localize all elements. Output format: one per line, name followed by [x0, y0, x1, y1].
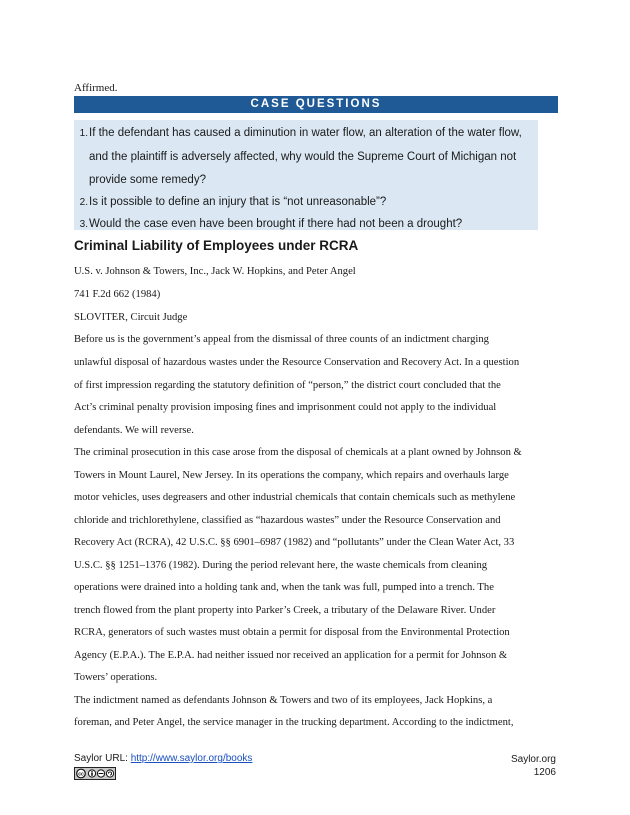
question-text: If the defendant has caused a diminution in water flow, an alteration of the water flow, [89, 127, 522, 139]
body-line: Before us is the government’s appeal from the dismissal of three counts of an indictment charging [74, 334, 489, 345]
section-heading: Criminal Liability of Employees under RCRA [74, 238, 359, 253]
question-number: 3. [79, 219, 88, 230]
body-line: The indictment named as defendants Johnson & Towers and two of its employees, Jack Hopkins, a [74, 695, 493, 706]
case-name: U.S. v. Johnson & Towers, Inc., Jack W. Hopkins, and Peter Angel [74, 266, 356, 277]
body-line: Act’s criminal penalty provision imposing fines and imprisonment could not apply to the individual [74, 402, 497, 413]
cc-license-graphic [75, 768, 115, 779]
case-citation: 741 F.2d 662 (1984) [74, 289, 161, 300]
footer-site: Saylor.org [510, 754, 556, 765]
body-line: of first impression regarding the statutory definition of “person,” the district court concluded that the [74, 380, 501, 391]
body-line: motor vehicles, uses degreasers and other industrial chemicals that contain chemicals such as methylene [74, 492, 516, 503]
affirmed-text: Affirmed. [74, 82, 118, 94]
question-number: 1. [79, 128, 88, 139]
case-questions-banner: CASE QUESTIONS [74, 96, 558, 113]
svg-text:cc: cc [78, 771, 84, 778]
question-text: Is it possible to define an injury that is “not unreasonable”? [89, 196, 387, 208]
body-line: unlawful disposal of hazardous wastes under the Resource Conservation and Recovery Act. In a question [74, 357, 520, 368]
body-line: Towers in Mount Laurel, New Jersey. In its operations the company, which repairs and overhauls large [74, 470, 509, 481]
body-line: Towers’ operations. [74, 672, 158, 683]
footer-source-label: Saylor URL: [74, 753, 131, 764]
body-line: defendants. We will reverse. [74, 425, 194, 436]
body-line: Recovery Act (RCRA), 42 U.S.C. §§ 6901–6987 (1982) and “pollutants” under the Clean Water Act, 33 [74, 537, 515, 548]
body-line: operations were drained into a holding tank and, when the tank was full, pumped into a trench. The [74, 582, 494, 593]
question-text: provide some remedy? [89, 174, 206, 186]
body-line: U.S.C. §§ 1251–1376 (1982). During the period relevant here, the waste chemicals from cleaning [74, 560, 488, 571]
question-number: 2. [79, 197, 88, 208]
body-line: RCRA, generators of such wastes must obtain a permit for disposal from the Environmental Protection [74, 627, 510, 638]
footer-source [74, 753, 252, 764]
page-number: 1206 [533, 767, 556, 778]
question-text: Would the case even have been brought if there had not been a drought? [89, 218, 463, 230]
cc-license-icon [74, 767, 116, 780]
judge-name: SLOVITER, Circuit Judge [74, 312, 188, 323]
body-line: Agency (E.P.A.). The E.P.A. had neither issued nor received an application for a permit for Johnson & [74, 650, 508, 661]
body-line: foreman, and Peter Angel, the service manager in the trucking department. According to the indictment, [74, 717, 514, 728]
body-line: trench flowed from the plant property into Parker’s Creek, a tributary of the Delaware River. Under [74, 605, 496, 616]
question-text: and the plaintiff is adversely affected, why would the Supreme Court of Michigan not [89, 151, 517, 163]
footer-source-link[interactable]: http://www.saylor.org/books [130, 753, 253, 764]
body-line: The criminal prosecution in this case arose from the disposal of chemicals at a plant owned by Johnson & [74, 447, 522, 458]
footer-right [511, 753, 556, 779]
case-questions-box [74, 120, 538, 230]
body-line: chloride and trichlorethylene, classified as “hazardous wastes” under the Resource Conservation and [74, 515, 501, 526]
